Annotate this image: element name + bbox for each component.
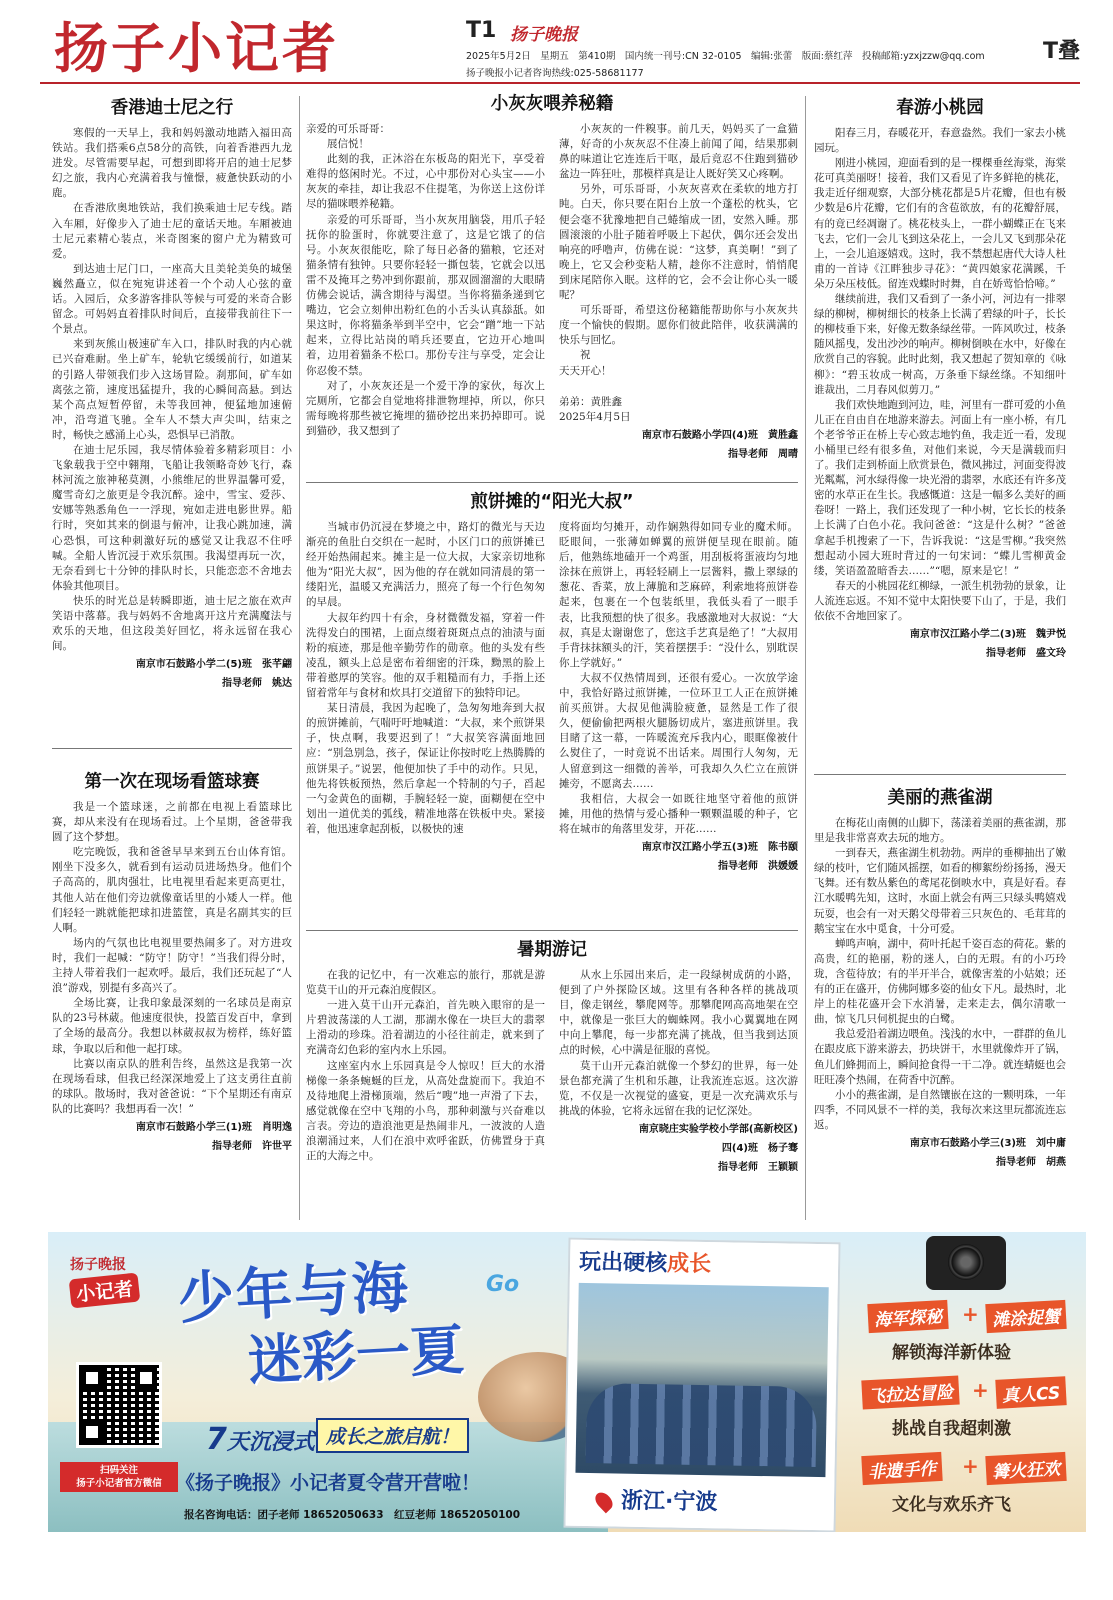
activity-tag: 海军探秘 (867, 1300, 948, 1333)
qr-caption (60, 1462, 178, 1492)
page-number: T1 (466, 18, 497, 43)
section-title: 扬子小记者 (54, 16, 339, 80)
paragraph: 快乐的时光总是转瞬即逝，迪士尼之旅在欢声笑语中落幕。我与妈妈不舍地离开这片充满魔法与欢乐的天地，但这段美好回忆，将永远留在我心间。 (52, 594, 292, 653)
paragraph: 在迪士尼乐园，我尽情体验着多精彩项目：小飞象载我于空中翱翔，飞船让我领略奇妙飞行，森林河流之旅神秘莫测，小熊维尼的世界温馨可爱，魔雪奇幻之旅更是令我沉醉。途中，雪宝、爱莎、安娜等熟悉角色一一浮现，宛如走进电影世界。船行时，突如其来的倒退与俯冲，让我心跳加速，满心恐惧，可这种刺激好玩的感觉又让我忍不住呼喊。全船人皆沉浸于欢乐氛围。我渴望再玩一次，无奈看到七十分钟的排队时长，只能恋恋不舍地去体验其他项目。 (52, 443, 292, 592)
photo-title-a: 玩出硬核 (578, 1249, 668, 1277)
plus-sign: + (972, 1378, 989, 1402)
activity-subtitle: 挑战自我超刺激 (892, 1419, 1011, 1439)
author-school: 南京晓庄实验学校小学部(高新校区) (638, 1123, 798, 1135)
paragraph: 来到灰熊山极速矿车入口，排队时我的内心就已兴奋难耐。坐上矿车，轮轨它缓缓前行，如道某的引路人带领我们步入这场冒险。刹那间，矿车如离弦之箭，速度迅猛提升，我的心瞬间高悬。到达某个高点短暂停留，未等我回神，便猛地加速俯冲，沿弯道飞驰。全车人不禁大声尖叫，结束之时，畅快之感涌上心头，恐惧早已消散。 (52, 338, 292, 441)
article-pancake (306, 490, 798, 875)
paragraph: 这座室内水上乐园真是令人惊叹！巨大的水滑梯像一条条蜿蜒的巨龙，从高处盘旋而下。我迫不及待地爬上滑梯顶端，然后“嗖”地一声滑了下去，感觉就像在空中飞翔的小鸟，那种刺激与兴奋难以言表。旁边的造浪池更是热闹非凡，一波波的人造浪潮涌过来，人们在浪中欢呼雀跃，仿佛置身于真正的大海之中。 (306, 1059, 545, 1163)
plus-sign: + (962, 1454, 979, 1478)
article-title: 美丽的燕雀湖 (887, 788, 993, 808)
photo-title-b: 成长 (666, 1251, 712, 1278)
paragraph: 展信悦！ (327, 138, 369, 151)
masthead (40, 14, 1080, 84)
paragraph: 继续前进，我们又看到了一条小河，河边有一排翠绿的柳树，柳树细长的枝条上长满了碧绿的叶子，长长的柳枝垂下来，好像无数条绿丝带。一阵风吹过，枝条随风摇曳，发出沙沙的响声。柳树倒映在水中，好像在欣赏自己的容貌。此时此刻，我又想起了贺知章的《咏柳》：“碧玉妆成一树高，万条垂下绿丝绦。不知细叶谁裁出，二月春风似剪刀。” (814, 293, 1066, 396)
paragraph: 另外，可乐哥哥，小灰灰喜欢在柔软的地方打盹。白天，你只要在阳台上放一个蓬松的枕头，它便会毫不犹豫地把自己蜷缩成一团，安然入睡。那圆滚滚的小肚子随着呼吸上下起伏，偶尔还会发出响亮的呼噜声，仿佛在说：“这梦，真美啊！”到了晚上，它又会秒变粘人精，趁你不注意时，悄悄爬到床尾陪你入眠。这样的它，会不会让你心头一暖呢？ (559, 183, 798, 302)
ad-go-text: Go (486, 1272, 520, 1297)
qr-caption-line: 扬子小记者官方微信 (76, 1478, 162, 1489)
paragraph: 大叔年约四十有余，身材微微发福，穿着一件洗得发白的围裙，上面点缀着斑斑点点的油渍与面粉的痕迹，那是他辛勤劳作的勋章。他的头发有些凌乱，额头上总是密布着细密的汗珠，黝黑的脸上带着憨厚的笑容。他的双手粗糙而有力，手指上还留着常年与食材和炊具打交道留下的独特印记。 (306, 611, 545, 700)
activity-tag: 非遗手作 (861, 1452, 942, 1485)
paragraph: 一进入莫干山开元森泊，首先映入眼帘的是一片碧波荡漾的人工湖，那湖水像在一块巨大的翡翠上滑动的珍珠。沿着湖边的小径往前走，就来到了充满奇幻色彩的室内水上乐园。 (306, 999, 545, 1057)
text-column (306, 520, 545, 875)
photo-title (579, 1245, 712, 1278)
divider (805, 96, 806, 1220)
paragraph: 莫干山开元森泊就像一个梦幻的世界，每一处景色都充满了生机和乐趣，让我流连忘返。这次游览，不仅是一次视觉的盛宴，更是一次充满欢乐与挑战的体验，它将永远留在我的记忆深处。 (559, 1059, 798, 1117)
ad-launch-badge: 成长之旅启航！ (316, 1418, 469, 1453)
ad-newspaper-logo: 扬子晚报 (70, 1257, 126, 1273)
paragraph: 场内的气氛也比电视里要热闹多了。对方进攻时，我们一起喊：“防守！防守！”当我们得分时，主持人带着我们一起欢呼。最后，我们还玩起了“人浪”游戏，别提有多高兴了。 (52, 936, 292, 995)
divider (814, 774, 1066, 775)
ad-days (206, 1422, 315, 1457)
author-school: 南京市石鼓路小学四(4)班 黄胜鑫 (641, 429, 798, 441)
edition-label: T叠 (1042, 39, 1080, 64)
article-title: 暑期游记 (517, 940, 587, 960)
camera-icon (926, 1236, 1006, 1290)
ad-photo-card (566, 1240, 839, 1531)
author-teacher: 指导老师 许世平 (212, 1140, 292, 1152)
paragraph: 我总爱沿着湖边喂鱼。浅浅的水中，一群群的鱼儿在跟皮底下游来游去，扔块饼干，水里就像炸开了锅，鱼儿们蜂拥而上，瞬间抢食得一干二净。就连蜻蜓也会旺旺凑个热闹，在荷香中沉醉。 (814, 1028, 1066, 1086)
article-title: 春游小桃园 (896, 98, 984, 118)
paragraph: 从水上乐园出来后，走一段绿树成荫的小路，便到了户外探险区域。这里有各种各样的挑战项目，像走钢丝，攀爬网等。那攀爬网高高地架在空中，就像是一张巨大的蜘蛛网。我小心翼翼地在网中向上攀爬，每一步都充满了挑战，但当我到达顶点的时候，心中满是征服的喜悦。 (559, 969, 798, 1057)
paragraph: 比赛以南京队的胜利告终，虽然这是我第一次在现场看球，但我已经深深地爱上了这支勇往直前的球队。散场时，我对爸爸说：“下个星期还有南京队的比赛吗？我想再看一次！” (52, 1057, 292, 1115)
signoff-date: 2025年4月5日 (559, 410, 631, 423)
author-class: 四(4)班 杨子骞 (721, 1142, 798, 1154)
paragraph: 我们欢快地跑到河边，哇，河里有一群可爱的小鱼儿正在自由自在地游来游去。河面上有一座小桥，有几个老爷爷正在桥上专心致志地钓鱼，我走近一看，发现小桶里已经有很多鱼，对他们来说，今天是满载而归了。我们走到桥面上欣赏景色，微风拂过，河面变得波光粼粼，河水绿得像一块光滑的翡翠，水底还有许多茂密的水草正在生长。我感慨道：这是一幅多么美好的画卷呀！一路上，我们还发现了一种小树，它长长的枝条上长满了白色小花。我问爸爸：“这是什么树？”爸爸拿起手机搜索了一下，告诉我说：“这是雪柳。”我突然想起动小园大班时背过的一句宋词：“蝶儿雪柳黄金缕，笑语盈盈暗香去……”“嗯，原来是它！” (814, 398, 1066, 577)
paragraph: 某日清晨，我因为起晚了，急匆匆地奔到大叔的煎饼摊前，气喘吁吁地喊道：“大叔，来个煎饼果子，快点啊，我要迟到了！”大叔笑容满面地回应：“别急别急，孩子，保证让你按时吃上热腾腾的煎饼果子。”说罢，他便加快了手中的动作。只见，他先将铁板预热，然后拿起一个特制的勺子，舀起一勺金黄色的面糊，手腕轻轻一旋，面糊便在空中划出一道优美的弧线，精准地落在铁板中央。紧接着，他迅速拿起刮板，以极快的速 (306, 702, 545, 835)
text-column (306, 968, 545, 1176)
paragraph: 一到春天，燕雀湖生机勃勃。两岸的垂柳抽出了嫩绿的枝叶，它们随风摇摆，如看的柳絮纷纷扬扬，漫天飞舞。还有数丛紫色的鸢尾花倒映水中，真是好看。春江水暖鸭先知，这时，水面上就会有两三只绿头鸭嬉戏玩耍，也会有一对天鹅父母带着三只灰色的、毛茸茸的鹅宝宝在水中觅食，十分可爱。 (814, 847, 1066, 935)
paragraph: 当城市仍沉浸在梦境之中，路灯的微光与天边渐亮的鱼肚白交织在一起时，小区门口的煎饼摊已经开始热闹起来。摊主是一位大叔，大家亲切地称他为“阳光大叔”，因为他的存在就如同清晨的第一缕阳光，温暖又充满活力，照亮了每一个行色匆匆的早晨。 (306, 521, 545, 609)
ad-activities (848, 1232, 1086, 1532)
author-teacher: 指导老师 洪媛媛 (718, 860, 798, 872)
days-number: 7 (206, 1422, 227, 1457)
article-yanque (814, 786, 1066, 1171)
ad-headline-2: 迷彩一夏 (246, 1318, 466, 1393)
divider (299, 96, 300, 1220)
location (597, 1483, 718, 1516)
text-column (306, 122, 545, 463)
paragraph: 阳春三月，春暖花开，春意盎然。我们一家去小桃园玩。 (814, 127, 1066, 155)
paragraph: 度将面均匀摊开，动作娴熟得如同专业的魔术师。眨眼间，一张薄如蝉翼的煎饼便呈现在眼前。随后，他熟练地磕开一个鸡蛋，用刮板将蛋液均匀地涂抹在煎饼上，再轻轻刷上一层酱料，撒上翠绿的葱花、香菜，放上薄脆和芝麻碎，利索地将煎饼卷起来，包裹在一个包装纸里，我低头看了一眼手表，比我预想的快了很多。我感激地对大叔说：“大叔，真是太谢谢您了，您这手艺真是绝了！”大叔用手背抹抹额头的汗，笑着摆摆手：“没什么，别耽误你上学就好。” (559, 521, 798, 669)
activity-subtitle: 文化与欢乐齐飞 (892, 1495, 1011, 1515)
article-cat (306, 92, 798, 463)
article-title: 小灰灰喂养秘籍 (490, 94, 614, 114)
paragraph: 刚进小桃园，迎面看到的是一棵棵垂丝海棠，海棠花可真美丽呀！接着，我们又看见了许多鲜艳的桃花，我走近仔细观察，大部分桃花都是5片花瓣，但也有极少数是6片花瓣，它们有的含苞欲放，有的花瓣舒展，有的竟已经凋谢了。桃花枝头上，一群小蝴蝶正在飞来飞去，它们一会儿飞到这朵花上，一会儿又飞到那朵花上，一会儿追逐嬉戏。这时，我不禁想起唐代大诗人杜甫的一首诗《江畔独步寻花》：“黄四娘家花满蹊，千朵万朵压枝低。留连戏蝶时时舞，自在娇莺恰恰啼。” (814, 157, 1066, 290)
paragraph: 全场比赛，让我印象最深刻的一名球员是南京队的23号林葳。他速度很快，投篮百发百中，拿到了全场的最高分。我想以林葳叔叔为榜样，练好篮球，争取以后和他一起打球。 (52, 997, 292, 1055)
activity-tag: 篝火狂欢 (985, 1452, 1066, 1485)
hotline: 扬子晚报小记者咨询热线:025-58681177 (466, 68, 644, 79)
article-peach (814, 96, 1066, 662)
paragraph: 春天的小桃园花红柳绿，一派生机勃勃的景象，让人流连忘返。不知不觉中太阳快要下山了，于是，我们依依不舍地回家了。 (814, 579, 1066, 622)
ad-contact: 报名咨询电话：团子老师 18652050633 红豆老师 18652050100 (184, 1509, 521, 1521)
closing: 天天开心！ (559, 364, 612, 377)
activity-subtitle: 解锁海洋新体验 (892, 1343, 1011, 1363)
paragraph: 大叔不仅热情周到，还很有爱心。一次放学途中，我恰好路过煎饼摊，一位环卫工人正在煎饼摊前买煎饼。大叔见他满脸疲惫，显然是工作了很久，便偷偷把两根火腿肠切成片，塞进煎饼里。我目睹了这一幕，一阵暖流充斥我内心，眼眶像被什么熨住了，一时竟说不出话来。周围行人匆匆，无人留意到这一细微的善举，可我却久久伫立在煎饼摊旁，不愿离去…… (559, 671, 798, 790)
paragraph: 此刻的我，正沐浴在东板岛的阳光下，享受着难得的悠闲时光。不过，心中那份对心头宝——小灰灰的牵挂，却让我忍不住提笔，为你送上这份详尽的猫咪喂养秘籍。 (306, 153, 545, 211)
article-basketball (52, 770, 292, 1155)
divider (306, 930, 798, 931)
newspaper-logo: 扬子晚报 (510, 25, 578, 45)
author-teacher: 指导老师 盛文玲 (986, 648, 1066, 660)
author-school: 南京市石鼓路小学三(3)班 刘中庸 (909, 1137, 1066, 1149)
paragraph: 可乐哥哥，希望这份秘籍能帮助你与小灰灰共度一个愉快的假期。愿你们彼此陪伴，收获满满的快乐与回忆。 (559, 304, 798, 347)
signoff-name: 弟弟：黄胜鑫 (559, 395, 622, 408)
location-text: 浙江·宁波 (620, 1488, 718, 1516)
author-school: 南京市汉江路小学五(3)班 陈书颐 (641, 841, 798, 853)
summer-camp-ad (48, 1232, 1086, 1532)
activity-tag: 真人CS (995, 1376, 1067, 1409)
paragraph: 在梅花山南侧的山脚下，荡漾着美丽的燕雀湖，那里是我非常喜欢去玩的地方。 (814, 817, 1066, 845)
article-title: 第一次在现场看篮球赛 (84, 772, 260, 792)
activity-tag: 飞拉达冒险 (861, 1375, 959, 1409)
paragraph: 亲爱的可乐哥哥，当小灰灰用脑袋，用爪子轻抚你的脸蛋时，你就要注意了，这是它饿了的信号。小灰灰很能吃，除了每日必备的猫粮，它还对猫条情有独钟。只要你轻轻一撕包装，它就会以迅雷不及掩耳之势冲到你跟前，那双圆溜溜的大眼睛仿佛会说话，满含期待与渴望。当你将猫条递到它嘴边，它会立刻伸出粉红色的小舌头认真舔舐。如果这时，你将猫条举到半空中，它会“蹭”地一下站起来，立得比站岗的哨兵还要直，它边开心地叫着，边用着猫条不松口。那份专注与享受，定会让你忍俊不禁。 (306, 213, 545, 377)
article-disney (52, 96, 292, 692)
ad-headline: 少年与海 (176, 1254, 412, 1333)
ad-reporter-badge: 小记者 (69, 1272, 141, 1308)
paragraph: 到达迪士尼门口，一座高大且美轮美奂的城堡巍然矗立，似在宛宛讲述着一个个动人心弦的童话。入园后，众多游客排队等候与可爱的米奇合影留念。可妈妈直着排队时间后，直接带我前往下一个景点。 (52, 262, 292, 336)
location-pin-icon (592, 1489, 616, 1513)
paragraph: 在香港欣奥地铁站，我们换乘迪士尼专线。踏入车厢，好像步入了迪士尼的童话天地。车厢被迪士尼元素精心装点，米奇图案的窗户尤为精致可爱。 (52, 202, 292, 260)
author-teacher: 指导老师 周晴 (728, 448, 798, 460)
paragraph: 祝 (580, 349, 591, 362)
plus-sign: + (962, 1302, 979, 1326)
paragraph: 对了，小灰灰还是一个爱干净的家伙，每次上完厕所，它都会自觉地将排泄物埋掉，所以，你只需每晚将那些被它掩埋的猫砂挖出来扔掉即可。说到猫砂，我又想到了 (306, 379, 545, 437)
divider (52, 748, 292, 749)
paragraph: 吃完晚饭，我和爸爸早早来到五台山体育馆。刚坐下没多久，就看到有运动员进场热身。他们个子高高的，肌肉强壮，比电视里看起来更高更壮，其他人站在他们旁边就像童话里的小矮人一样。他们轻轻一跳就能把球扣进篮筐，真是名副其实的巨人啊。 (52, 846, 292, 934)
divider (306, 482, 798, 483)
ad-camp-title: 《扬子晚报》小记者夏令营开营啦！ (176, 1472, 481, 1494)
author-school: 南京市汉江路小学二(3)班 魏尹悦 (909, 629, 1066, 641)
paragraph: 寒假的一天早上，我和妈妈激动地踏入福田高铁站。我们搭乘6点58分的高铁，向着香港西九龙进发。尽管需要早起，可想到即将开启的迪士尼梦幻之旅，我内心充满着我与憧憬，疲惫快跃动的小鹿。 (52, 127, 292, 200)
activity-tag: 滩涂捉蟹 (985, 1300, 1066, 1333)
text-column (559, 520, 798, 875)
author-teacher: 指导老师 胡燕 (996, 1156, 1066, 1168)
paragraph: 小小的燕雀湖，是自然镶嵌在这的一颗明珠，一年四季，不同风景不一样的美，我每次来这里玩都流连忘返。 (814, 1088, 1066, 1131)
salutation: 亲爱的可乐哥哥： (306, 123, 390, 135)
article-title: 煎饼摊的“阳光大叔” (470, 492, 634, 512)
days-text: 天沉浸式 (226, 1430, 315, 1455)
text-column (559, 968, 798, 1176)
article-title: 香港迪士尼之行 (110, 98, 234, 118)
author-school: 南京市石鼓路小学三(1)班 肖明逸 (135, 1121, 292, 1133)
group-photo (575, 1283, 828, 1477)
qr-caption-line: 扫码关注 (99, 1465, 138, 1476)
author-teacher: 指导老师 王颖颖 (718, 1161, 798, 1173)
paragraph: 我相信，大叔会一如既往地坚守着他的煎饼摊，用他的热情与爱心播种一颗颗温暖的种子，它将在城市的角落里发芽，开花…… (559, 792, 798, 835)
issue-meta: 2025年5月2日 星期五 第410期 国内统一刊号:CN 32-0105 编辑:张蕾 版面:蔡红萍 投稿邮箱:yzxjzzw@qq.com (466, 51, 985, 62)
article-summer (306, 938, 798, 1176)
paragraph: 小灰灰的一件糗事。前几天，妈妈买了一盒猫薄，好奇的小灰灰忍不住凑上前闻了闻，结果那刺鼻的味道让它连连后干呕，最后竟忍不住跑到猫砂盆边一阵狂吐，那模样真是让人既好笑又心疼啊。 (559, 123, 798, 181)
author-school: 南京市石鼓路小学二(5)班 张芊翩 (135, 659, 292, 671)
text-column (559, 122, 798, 463)
author-teacher: 指导老师 姚达 (222, 678, 292, 690)
paragraph: 在我的记忆中，有一次难忘的旅行，那就是游览莫干山的开元森泊度假区。 (306, 969, 545, 997)
qr-code-icon[interactable] (76, 1362, 162, 1448)
paragraph: 我是一个篮球迷，之前都在电视上看篮球比赛，却从来没有在现场看过。上个星期，爸爸带我圆了这个梦想。 (52, 801, 292, 844)
paragraph: 蝉鸣声响，湖中，荷叶托起千姿百态的荷花。紫的高贵，红的艳丽，粉的迷人，白的无瑕。有的小巧玲珑，含苞待放；有的半开半合，就像害羞的小姑娘；还有的正在盛开，仿佛阿娜多姿的仙女下凡。最热时，北岸上的桂花盛开会下水消暑，走来走去，偶尔清歌一曲，惊飞几只伺机捉虫的白鹭。 (814, 937, 1066, 1026)
